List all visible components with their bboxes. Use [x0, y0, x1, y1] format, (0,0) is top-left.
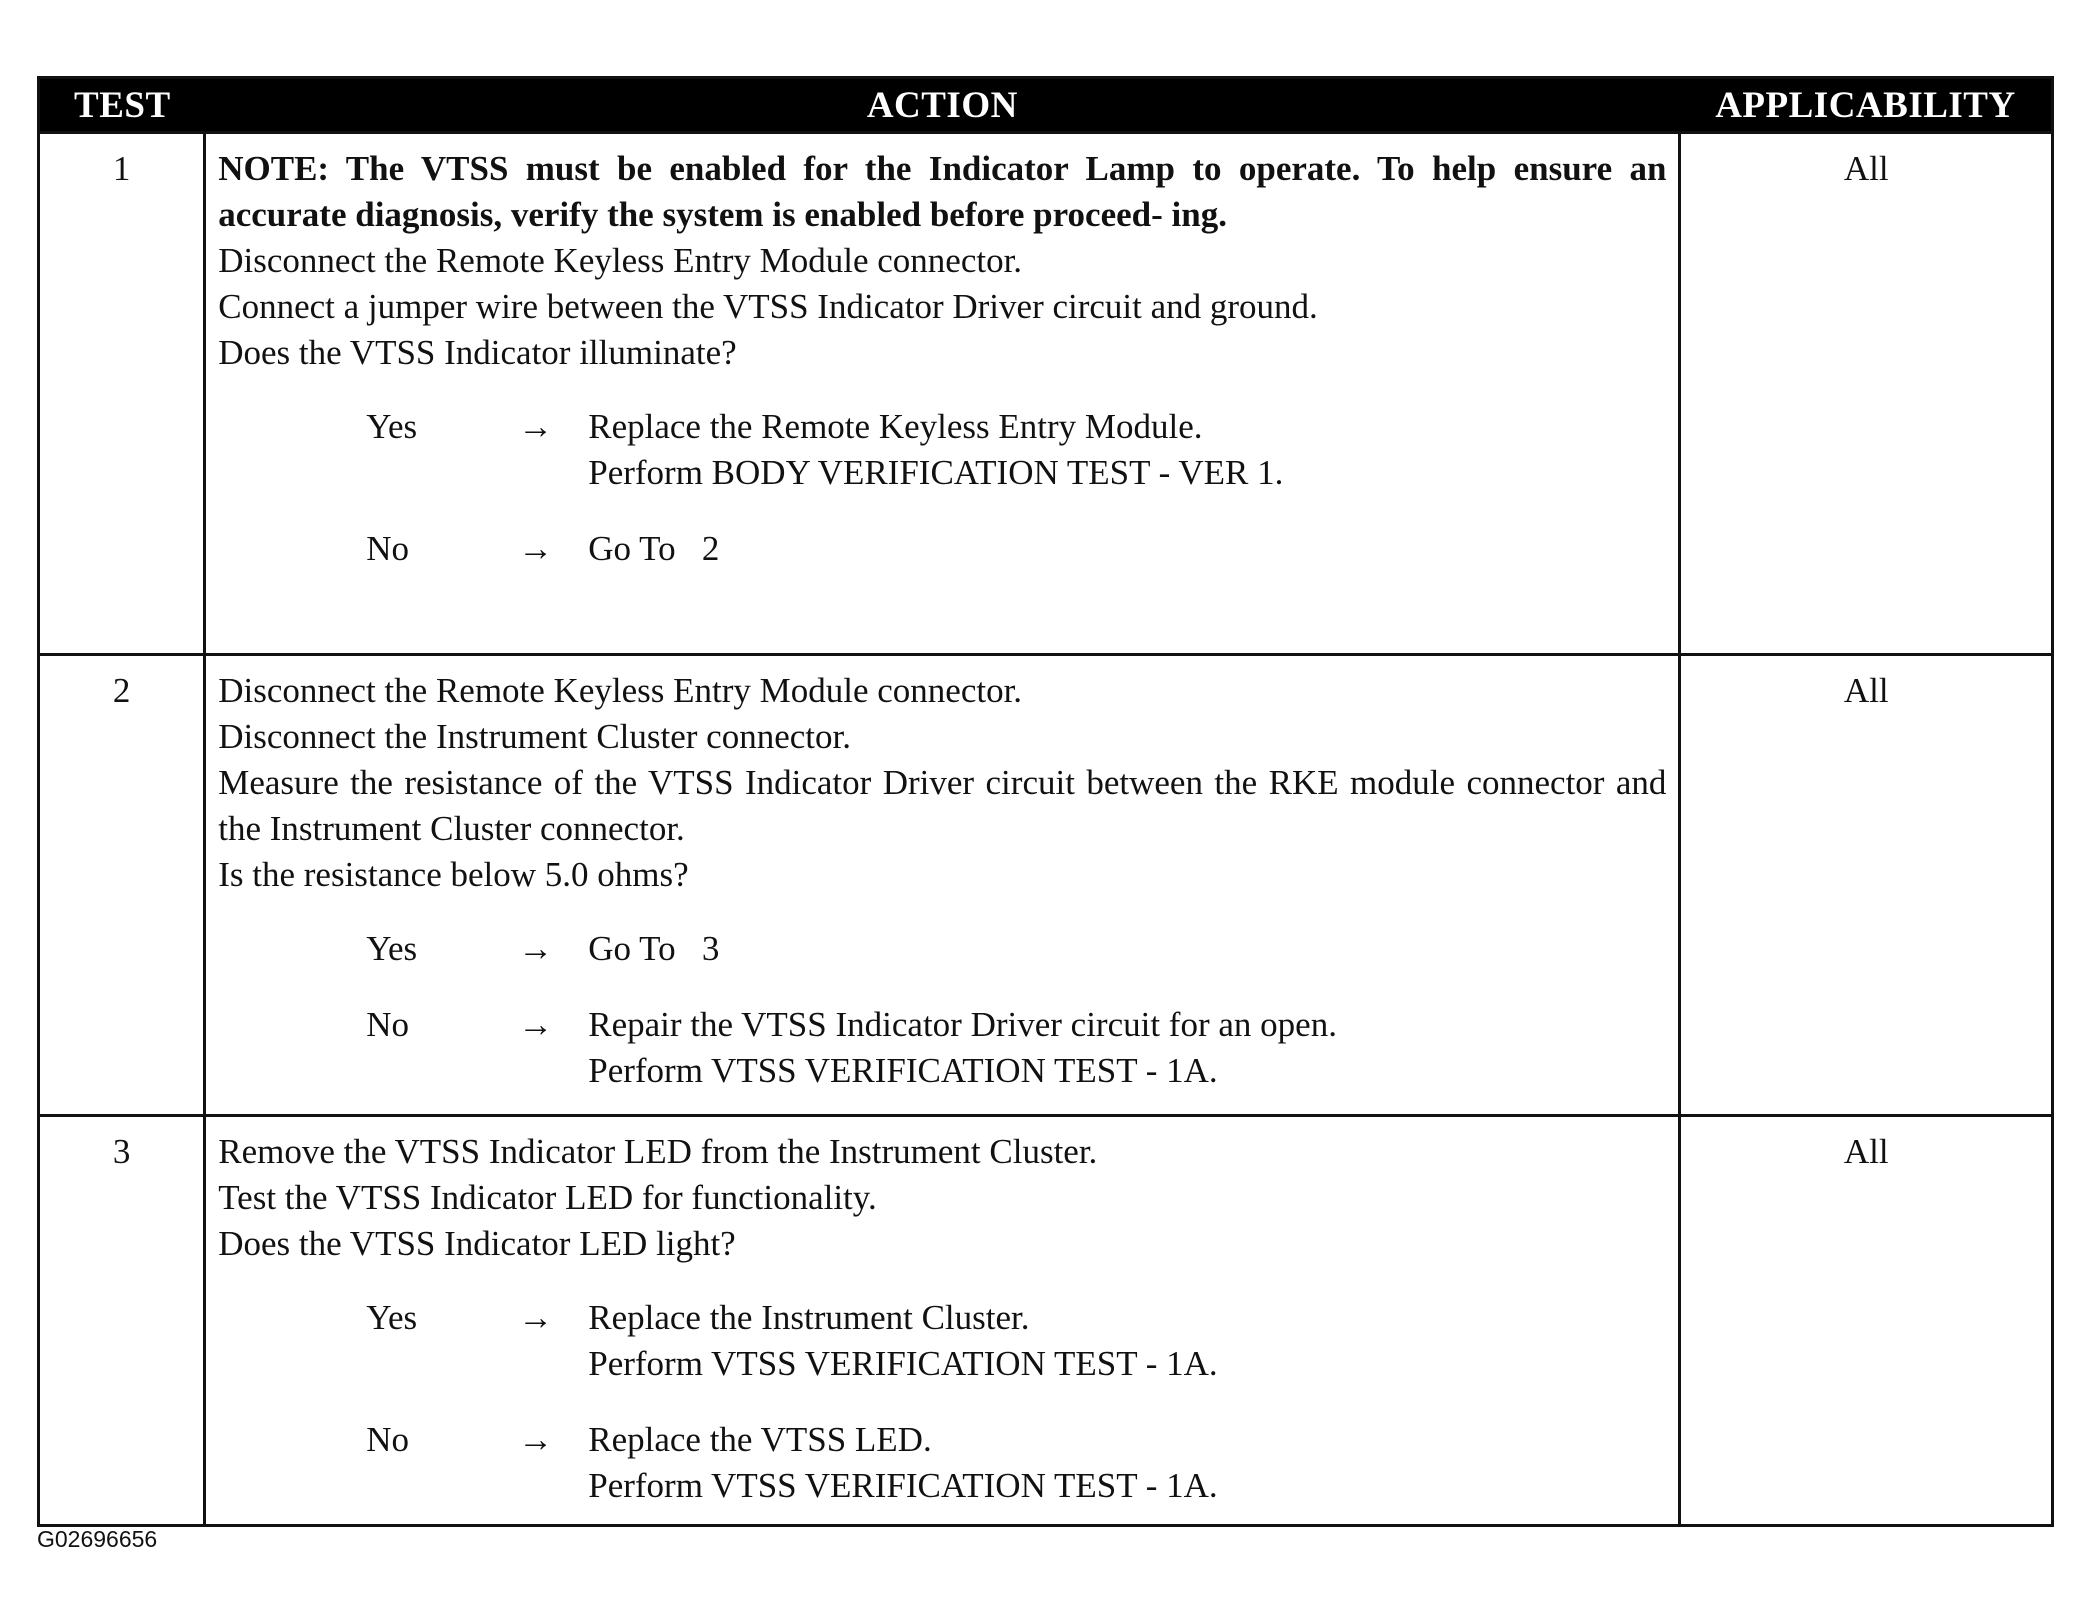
action-step: Is the resistance below 5.0 ohms?: [218, 855, 689, 894]
test-number: 3: [39, 1116, 205, 1526]
outcome-line: Replace the VTSS LED.: [588, 1420, 932, 1459]
outcome-no: [218, 1417, 1666, 1509]
applicability-value: All: [1680, 1116, 2053, 1526]
right-arrow-icon: →: [518, 407, 554, 446]
right-arrow-icon: →: [518, 929, 554, 968]
outcome-text: [588, 1295, 1666, 1387]
action-step: Remove the VTSS Indicator LED from the Instrument Cluster.: [218, 1132, 1098, 1171]
right-arrow-icon: →: [518, 1005, 554, 1044]
outcomes: [218, 926, 1666, 1094]
right-arrow-icon: →: [518, 1420, 554, 1459]
outcome-line: Perform VTSS VERIFICATION TEST - 1A.: [588, 1051, 1218, 1090]
yes-label: Yes: [366, 929, 418, 968]
figure-id: G02696656: [37, 1526, 158, 1552]
no-label: No: [366, 1420, 410, 1459]
applicability-value: All: [1680, 655, 2053, 1116]
outcome-yes: [218, 404, 1666, 496]
action-step: Disconnect the Remote Keyless Entry Module connector.: [218, 241, 1023, 280]
outcome-yes: [218, 926, 1666, 972]
action-step: Test the VTSS Indicator LED for functionality.: [218, 1178, 877, 1217]
yes-label: Yes: [366, 1298, 418, 1337]
table-row: [39, 655, 2053, 1116]
outcome-line: Replace the Remote Keyless Entry Module.: [588, 407, 1203, 446]
outcome-line: Perform BODY VERIFICATION TEST - VER 1.: [588, 453, 1284, 492]
outcome-line: Perform VTSS VERIFICATION TEST - 1A.: [588, 1466, 1218, 1505]
outcome-line: Repair the VTSS Indicator Driver circuit for an open.: [588, 1005, 1337, 1044]
action-step: Does the VTSS Indicator illuminate?: [218, 333, 737, 372]
outcome-text: [588, 404, 1666, 496]
outcomes: [218, 1295, 1666, 1509]
test-number: 1: [39, 133, 205, 655]
action-cell: [205, 655, 1680, 1116]
action-cell: [205, 1116, 1680, 1526]
outcome-line: Go To 3: [588, 929, 720, 968]
header-applicability: APPLICABILITY: [1680, 78, 2053, 133]
yes-label: Yes: [366, 407, 418, 446]
outcome-text: [588, 1417, 1666, 1509]
outcome-line: Go To 2: [588, 529, 720, 568]
no-label: No: [366, 1005, 410, 1044]
action-step: Does the VTSS Indicator LED light?: [218, 1224, 736, 1263]
header-row: [39, 78, 2053, 133]
outcome-text: [588, 526, 1666, 572]
right-arrow-icon: →: [518, 1298, 554, 1337]
test-number: 2: [39, 655, 205, 1116]
outcome-no: [218, 1002, 1666, 1094]
outcome-line: Perform VTSS VERIFICATION TEST - 1A.: [588, 1344, 1218, 1383]
table-row: [39, 1116, 2053, 1526]
applicability-value: All: [1680, 133, 2053, 655]
outcome-line: Replace the Instrument Cluster.: [588, 1298, 1030, 1337]
diagnostic-test-table: [37, 76, 2054, 1527]
no-label: No: [366, 529, 410, 568]
action-cell: [205, 133, 1680, 655]
outcome-text: [588, 1002, 1666, 1094]
action-step: Disconnect the Instrument Cluster connector.: [218, 717, 851, 756]
header-test: TEST: [39, 78, 205, 133]
note-text: NOTE: The VTSS must be enabled for the Indicator Lamp to operate. To help ensure an accurate diagnosis, verify the system is enabled before proceed- ing.: [218, 149, 1667, 234]
action-step: Disconnect the Remote Keyless Entry Module connector.: [218, 671, 1023, 710]
action-step: Connect a jumper wire between the VTSS Indicator Driver circuit and ground.: [218, 287, 1318, 326]
outcome-text: [588, 926, 1666, 972]
action-step: Measure the resistance of the VTSS Indicator Driver circuit between the RKE module connector and the Instrument Cluster connector.: [218, 763, 1667, 848]
table-row: [39, 133, 2053, 655]
outcome-no: [218, 526, 1666, 572]
right-arrow-icon: →: [518, 529, 554, 568]
header-action: ACTION: [205, 78, 1680, 133]
table-body: [39, 133, 2053, 1526]
table-header: [39, 78, 2053, 133]
outcomes: [218, 404, 1666, 572]
outcome-yes: [218, 1295, 1666, 1387]
